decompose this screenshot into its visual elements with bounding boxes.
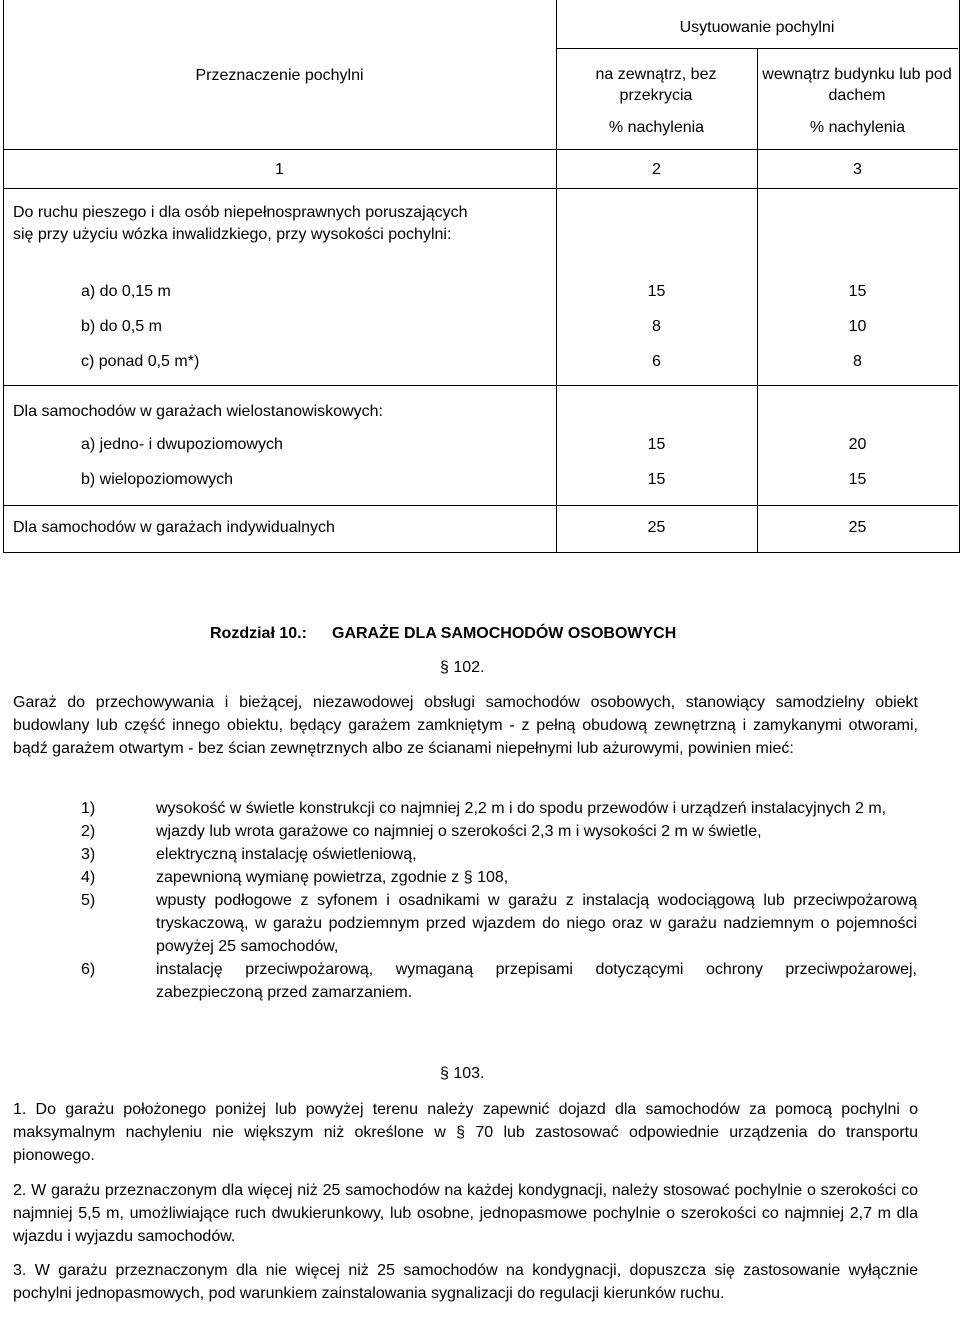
list-item: 3) elektryczną instalację oświetleniową, xyxy=(81,846,417,863)
chapter-number: Rozdział 10.: xyxy=(210,625,307,642)
col2-header: na zewnątrz, bez przekrycia xyxy=(595,66,717,104)
section-103-paragraph-2: 2. W garażu przeznaczonym dla więcej niż 25 samochodów na każdej kondygnacji, należy stosować pochylnie o szerokości co najmniej 5,5 m, umożliwiające ruch dwukierunkowy, lub osobne, jednopasmowe pochylnie o szerokości co najmniej 2,7 m dla wjazdu i wyjazdu samochodów. xyxy=(13,1182,918,1245)
row-value-col2: 8 xyxy=(652,318,661,335)
chapter-title: GARAŻE DLA SAMOCHODÓW OSOBOWYCH xyxy=(332,625,677,642)
col-number-1: 1 xyxy=(275,161,284,178)
col3-header: wewnątrz budynku lub pod dachem xyxy=(762,66,952,104)
row-value-col2: 15 xyxy=(647,436,666,453)
row-value-col2: 15 xyxy=(647,283,666,300)
row-value-col3: 8 xyxy=(853,353,862,370)
row-value-col2: 25 xyxy=(647,519,666,536)
group3-label: Dla samochodów w garażach indywidualnych xyxy=(13,519,335,536)
row-value-col3: 25 xyxy=(848,519,867,536)
group1-title: Do ruchu pieszego i dla osób niepełnosprawnych poruszających się przy użyciu wózka inwalidzkiego, przy wysokości pochylni: xyxy=(13,204,468,243)
table-divider xyxy=(3,505,958,506)
table-divider xyxy=(3,188,958,189)
col3-unit: % nachylenia xyxy=(809,119,906,136)
row-value-col3: 10 xyxy=(848,318,867,335)
section-heading-103: § 103. xyxy=(440,1065,485,1082)
section-103-paragraph-1: 1. Do garażu położonego poniżej lub powyżej terenu należy zapewnić dojazd dla samochodów za pomocą pochylni o maksymalnym nachyleniu nie większym niż określone w § 70 lub zastosować odpowiednie urządzenia do transportu pionowego. xyxy=(13,1101,918,1164)
row-value-col3: 15 xyxy=(848,283,867,300)
col1-header: Przeznaczenie pochylni xyxy=(195,67,364,84)
row-label: a) do 0,15 m xyxy=(81,283,171,300)
col-number-3: 3 xyxy=(853,161,862,178)
group2-title: Dla samochodów w garażach wielostanowiskowych: xyxy=(13,403,383,420)
list-item: 1) wysokość w świetle konstrukcji co najmniej 2,2 m i do spodu przewodów i urządzeń instalacyjnych 2 m, xyxy=(81,800,887,817)
section-102-intro: Garaż do przechowywania i bieżącej, niezawodowej obsługi samochodów osobowych, stanowiący samodzielny obiekt budowlany lub część innego obiektu, będący garażem zamkniętym - z pełną obudową zewnętrzną i zamykanymi otworami, bądź garażem otwartym - bez ścian zewnętrznych albo ze ścianami niepełnymi lub ażurowymi, powinien mieć: xyxy=(13,694,918,757)
row-label: a) jedno- i dwupoziomowych xyxy=(81,436,283,453)
row-value-col3: 15 xyxy=(848,471,867,488)
row-label: b) do 0,5 m xyxy=(81,318,162,335)
section-103-paragraph-3: 3. W garażu przeznaczonym dla nie więcej niż 25 samochodów na kondygnacji, dopuszcza się zastosowanie wyłącznie pochylni jednopasmowych, pod warunkiem zainstalowania sygnalizacji do regulacji kierunków ruchu. xyxy=(13,1262,918,1302)
section-102-list xyxy=(81,797,917,1004)
table-divider xyxy=(3,385,958,386)
row-value-col2: 15 xyxy=(647,471,666,488)
table-divider xyxy=(3,149,958,150)
row-label: c) ponad 0,5 m*) xyxy=(81,353,200,370)
col-number-2: 2 xyxy=(652,161,661,178)
col2-unit: % nachylenia xyxy=(608,119,705,136)
section-heading-102: § 102. xyxy=(440,659,485,676)
list-item: 6) instalację przeciwpożarową, wymaganą przepisami dotyczącymi ochrony przeciwpożarowej, zabezpieczoną przed zamarzaniem. xyxy=(81,961,917,1001)
table-divider xyxy=(556,48,958,49)
row-value-col2: 6 xyxy=(652,353,661,370)
list-item: 2) wjazdy lub wrota garażowe co najmniej o szerokości 2,3 m i wysokości 2 m w świetle, xyxy=(81,823,762,840)
list-item: 5) wpusty podłogowe z syfonem i osadnikami w garażu z instalacją wodociągową lub przeciwpożarową tryskaczową, w garażu podziemnym przed wjazdem do niego oraz w garażu nadziemnym o pojemności powyżej 25 samochodów, xyxy=(81,892,917,955)
row-label: b) wielopoziomowych xyxy=(81,471,234,488)
row-value-col3: 20 xyxy=(848,436,867,453)
header-group: Usytuowanie pochylni xyxy=(679,19,835,36)
list-item: 4) zapewnioną wymianę powietrza, zgodnie z § 108, xyxy=(81,869,509,886)
